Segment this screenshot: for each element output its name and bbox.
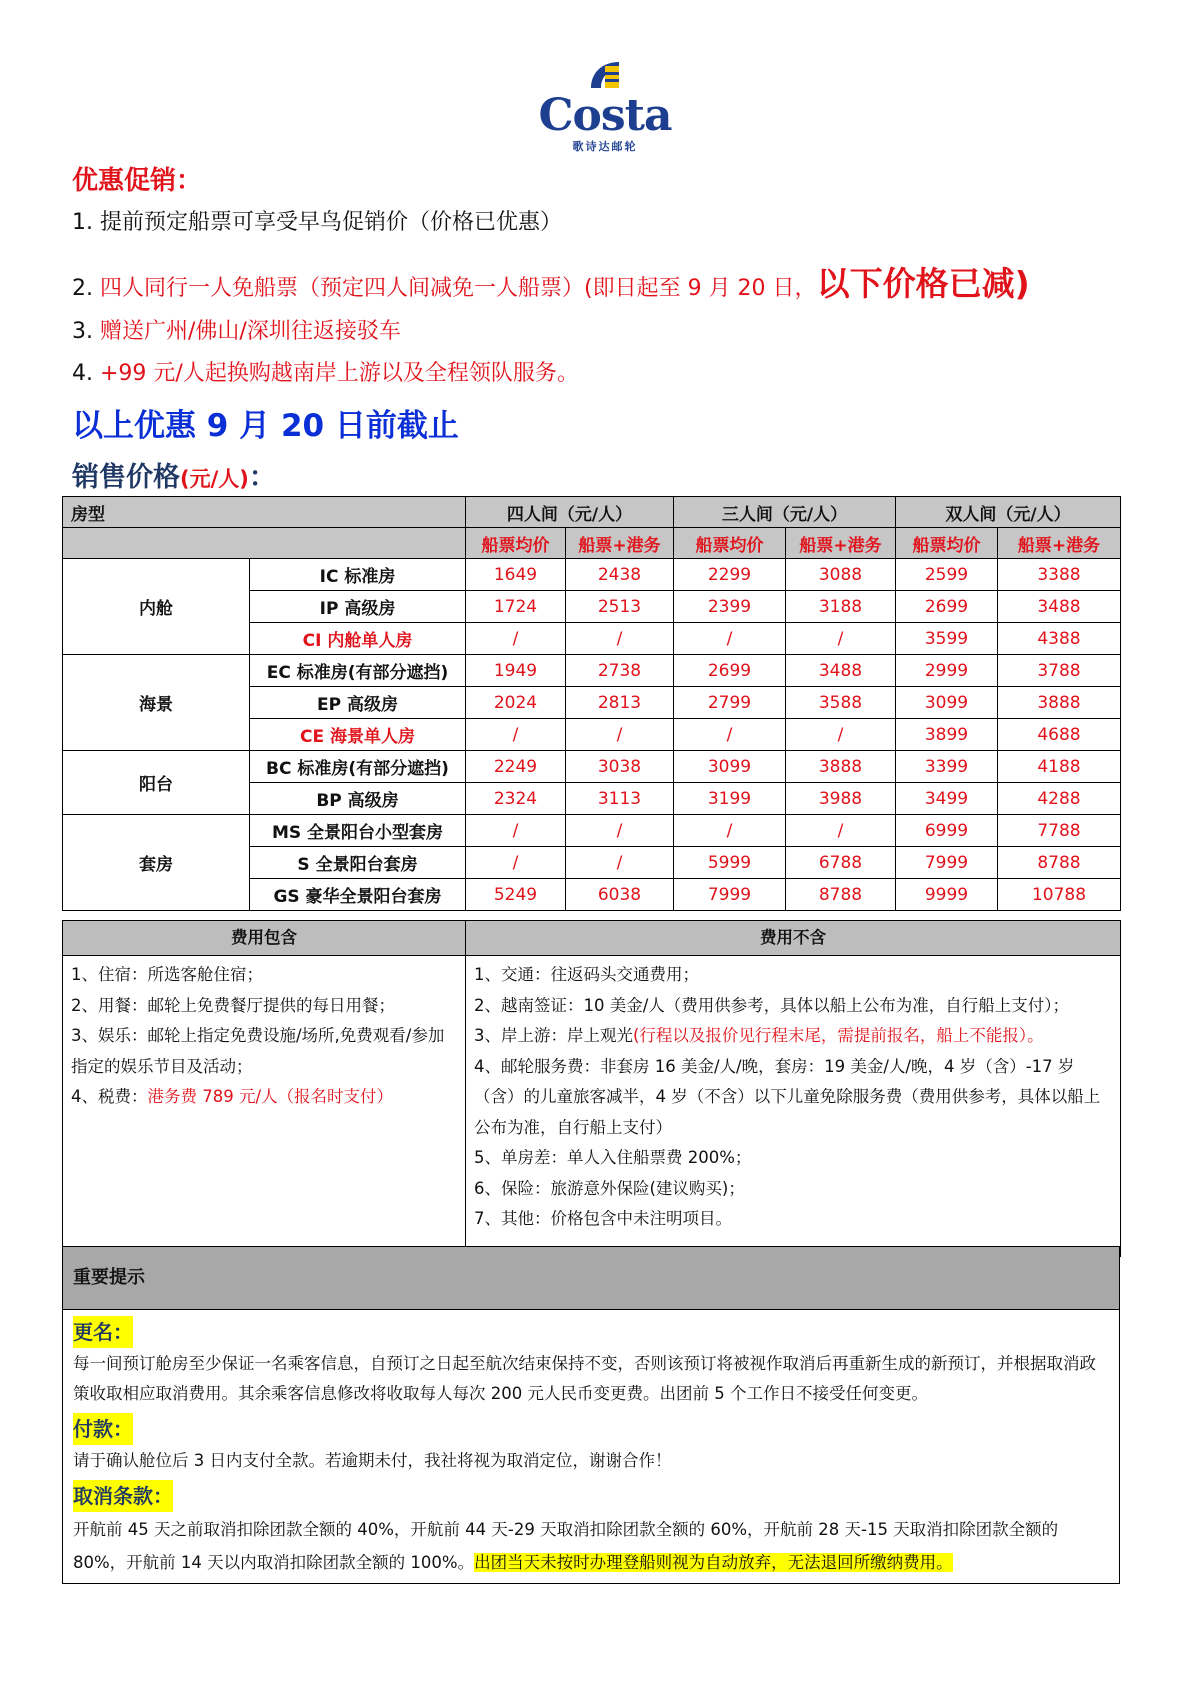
price-cell: 3099: [896, 687, 998, 719]
price-cell: /: [466, 623, 566, 655]
promo-item-1: 1. 提前预定船票可享受早鸟促销价（价格已优惠）: [72, 210, 563, 235]
included-item: 1、住宿：所选客舱住宿；: [71, 965, 263, 984]
price-cell: /: [674, 623, 786, 655]
subheader: 船票+港务: [786, 528, 896, 559]
price-cell: 3888: [998, 687, 1121, 719]
room-type-cell: IP 高级房: [250, 591, 466, 623]
included-item: 4、税费：港务费 789 元/人（报名时支付）: [71, 1087, 394, 1106]
room-type-cell: MS 全景阳台小型套房: [250, 815, 466, 847]
price-cell: 3988: [786, 783, 896, 815]
subheader: 船票+港务: [566, 528, 674, 559]
notice-title: 重要提示: [63, 1246, 1119, 1310]
excluded-item: 2、越南签证：10 美金/人（费用供参考，具体以船上公布为准，自行船上支付）；: [474, 995, 1070, 1015]
promo-item-2: 2. 四人同行一人免船票（预定四人间减免一人船票）(即日起至 9 月 20 日，以下价格已减): [72, 264, 1030, 303]
price-cell: /: [566, 623, 674, 655]
room-type-cell: EC 标准房(有部分遮挡): [250, 655, 466, 687]
cancel-highlight: 出团当天未按时办理登船则视为自动放弃，无法退回所缴纳费用。: [474, 1553, 953, 1572]
excluded-list: [466, 956, 1121, 1257]
room-type-cell: GS 豪华全景阳台套房: [250, 879, 466, 911]
price-cell: 4288: [998, 783, 1121, 815]
included-item: 3、娱乐：邮轮上指定免费设施/场所,免费观看/参加指定的娱乐节目及活动；: [71, 1026, 445, 1076]
price-cell: 2324: [466, 783, 566, 815]
sales-title: 销售价格(元/人)：: [72, 462, 276, 493]
price-cell: 7788: [998, 815, 1121, 847]
price-cell: 1949: [466, 655, 566, 687]
promo-emphasis: 以下价格已减): [816, 264, 1030, 303]
price-cell: 2599: [896, 559, 998, 591]
price-cell: 2813: [566, 687, 674, 719]
costa-logo: [535, 58, 675, 154]
logo-wordmark: Costa: [538, 90, 672, 141]
price-cell: 2249: [466, 751, 566, 783]
promo-item-4: 4. +99 元/人起换购越南岸上游以及全程领队服务。: [72, 361, 579, 386]
room-type-cell: CI 内舱单人房: [250, 623, 466, 655]
price-cell: 2699: [674, 655, 786, 687]
excluded-item: 3、岸上游：岸上观光(行程以及报价见行程末尾，需提前报名，船上不能报）。: [474, 1026, 1044, 1045]
price-cell: 10788: [998, 879, 1121, 911]
price-cell: /: [674, 719, 786, 751]
price-cell: 9999: [896, 879, 998, 911]
room-type-cell: BC 标准房(有部分遮挡): [250, 751, 466, 783]
category-cell: 海景: [63, 655, 250, 751]
excluded-item: 1、交通：往返码头交通费用；: [474, 965, 699, 984]
payment-text: 请于确认舱位后 3 日内支付全款。若逾期未付，我社将视为取消定位，谢谢合作！: [73, 1451, 672, 1470]
price-cell: 3038: [566, 751, 674, 783]
price-cell: 2699: [896, 591, 998, 623]
price-cell: 2999: [896, 655, 998, 687]
price-cell: 3399: [896, 751, 998, 783]
excluded-item: 7、其他：价格包含中未注明项目。: [474, 1209, 732, 1228]
room-type-cell: CE 海景单人房: [250, 719, 466, 751]
room-type-header: 房型: [63, 497, 466, 528]
table-subheader-row: [63, 528, 1121, 559]
price-cell: 3899: [896, 719, 998, 751]
category-cell: 阳台: [63, 751, 250, 815]
price-cell: 3599: [896, 623, 998, 655]
price-cell: 4188: [998, 751, 1121, 783]
price-cell: 1724: [466, 591, 566, 623]
price-cell: 3788: [998, 655, 1121, 687]
price-cell: /: [466, 719, 566, 751]
fees-table: [62, 920, 1121, 1257]
subheader: 船票均价: [466, 528, 566, 559]
price-cell: 3888: [786, 751, 896, 783]
excluded-item: 4、邮轮服务费：非套房 16 美金/人/晚，套房：19 美金/人/晚，4 岁（含）-17 岁（含）的儿童旅客减半，4 岁（不含）以下儿童免除服务费（费用供参考，具体以船上公布为准，自行船上支付）: [474, 1056, 1101, 1137]
logo-subtitle: 歌诗达邮轮: [572, 140, 638, 153]
included-list: [63, 956, 466, 1257]
table-header-row: [63, 497, 1121, 528]
price-cell: /: [786, 815, 896, 847]
price-cell: 2438: [566, 559, 674, 591]
price-cell: /: [466, 815, 566, 847]
subheader: 船票+港务: [998, 528, 1121, 559]
price-cell: 6788: [786, 847, 896, 879]
table-row: [63, 559, 1121, 591]
included-header: 费用包含: [63, 921, 466, 956]
price-cell: 3588: [786, 687, 896, 719]
important-notice: [62, 1246, 1120, 1584]
room-type-cell: S 全景阳台套房: [250, 847, 466, 879]
rename-text: 每一间预订舱房至少保证一名乘客信息，自预订之日起至航次结束保持不变，否则该预订将被视作取消后再重新生成的新预订，并根据取消政策收取相应取消费用。其余乘客信息修改将收取每人每次 200 元人民币变更费。出团前 5 个工作日不接受任何变更。: [73, 1354, 1096, 1403]
cancel-label: 取消条款：: [73, 1480, 173, 1512]
room-type-cell: BP 高级房: [250, 783, 466, 815]
promo-heading: 优惠促销：: [72, 166, 203, 196]
price-cell: 3113: [566, 783, 674, 815]
price-cell: 5999: [674, 847, 786, 879]
price-cell: /: [566, 815, 674, 847]
price-cell: /: [786, 719, 896, 751]
group-header: 三人间（元/人）: [674, 497, 896, 528]
price-cell: 2399: [674, 591, 786, 623]
price-cell: 3199: [674, 783, 786, 815]
rename-label: 更名：: [73, 1316, 133, 1348]
price-cell: 2799: [674, 687, 786, 719]
price-cell: 2513: [566, 591, 674, 623]
promo-item-3: 3. 赠送广州/佛山/深圳往返接驳车: [72, 319, 401, 344]
price-cell: /: [566, 719, 674, 751]
excluded-header: 费用不含: [466, 921, 1121, 956]
subheader: 船票均价: [896, 528, 998, 559]
group-header: 双人间（元/人）: [896, 497, 1121, 528]
price-cell: 6999: [896, 815, 998, 847]
price-cell: /: [674, 815, 786, 847]
price-cell: 4388: [998, 623, 1121, 655]
price-cell: 3388: [998, 559, 1121, 591]
price-cell: 3099: [674, 751, 786, 783]
price-cell: 2024: [466, 687, 566, 719]
included-item: 2、用餐：邮轮上免费餐厅提供的每日用餐；: [71, 995, 395, 1015]
ship-funnel-icon: [585, 58, 627, 92]
category-cell: 套房: [63, 815, 250, 911]
price-cell: 3499: [896, 783, 998, 815]
price-cell: 8788: [998, 847, 1121, 879]
price-cell: 1649: [466, 559, 566, 591]
table-row: [63, 815, 1121, 847]
group-header: 四人间（元/人）: [466, 497, 674, 528]
price-cell: 7999: [674, 879, 786, 911]
room-type-cell: IC 标准房: [250, 559, 466, 591]
price-cell: /: [466, 847, 566, 879]
room-type-cell: EP 高级房: [250, 687, 466, 719]
table-row: [63, 655, 1121, 687]
price-cell: 2299: [674, 559, 786, 591]
price-cell: 5249: [466, 879, 566, 911]
price-cell: 3488: [786, 655, 896, 687]
price-cell: 4688: [998, 719, 1121, 751]
cancel-text: 开航前 45 天之前取消扣除团款全额的 40%，开航前 44 天-29 天取消扣除团款全额的 60%，开航前 28 天-15 天取消扣除团款全额的 80%，开航前 14 天以内取消扣除团款全额的 100%。出团当天未按时办理登船则视为自动放弃，无法退回所缴纳费用。: [73, 1520, 1059, 1572]
price-cell: 7999: [896, 847, 998, 879]
price-cell: 8788: [786, 879, 896, 911]
price-cell: 3088: [786, 559, 896, 591]
category-cell: 内舱: [63, 559, 250, 655]
price-table: [62, 496, 1121, 911]
table-row: [63, 751, 1121, 783]
price-cell: /: [566, 847, 674, 879]
payment-label: 付款：: [73, 1413, 133, 1445]
price-cell: 3188: [786, 591, 896, 623]
price-cell: 3488: [998, 591, 1121, 623]
excluded-item: 5、单房差：单人入住船票费 200%；: [474, 1148, 752, 1167]
excluded-item: 6、保险：旅游意外保险(建议购买)；: [474, 1178, 745, 1198]
subheader: 船票均价: [674, 528, 786, 559]
price-cell: /: [786, 623, 896, 655]
price-cell: 6038: [566, 879, 674, 911]
price-cell: 2738: [566, 655, 674, 687]
promo-deadline: 以上优惠 9 月 20 日前截止: [72, 408, 459, 444]
